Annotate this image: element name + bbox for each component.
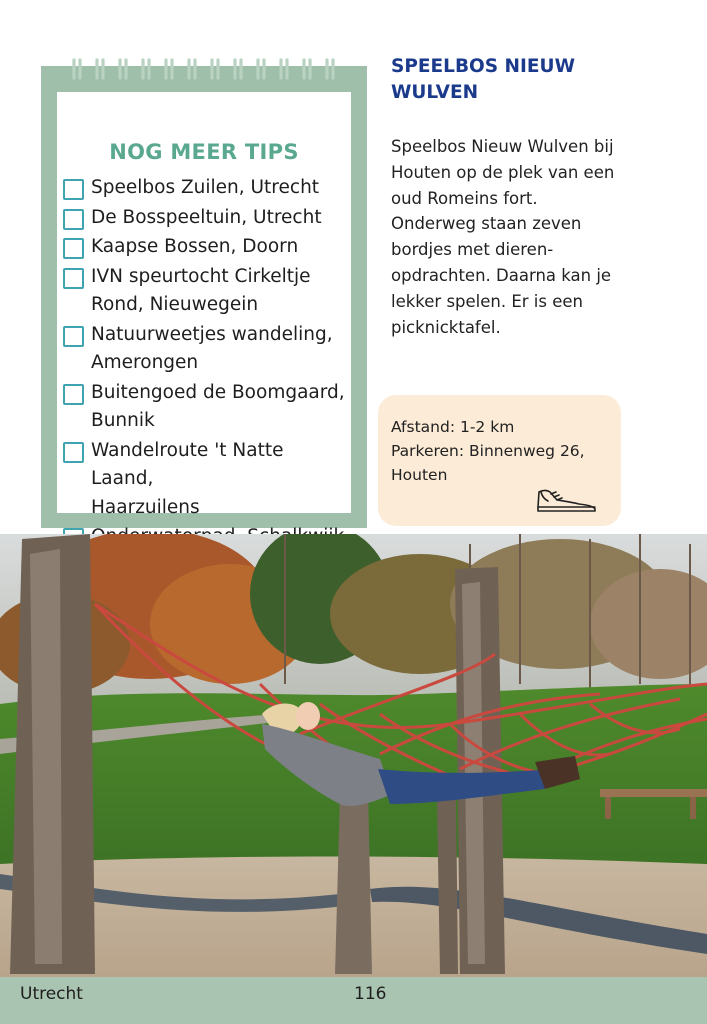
article-heading-line: WULVEN — [391, 82, 479, 103]
info-box — [378, 395, 621, 526]
checkbox-icon[interactable] — [63, 326, 84, 347]
playground-photo — [0, 534, 707, 977]
tips-title: NOG MEER TIPS — [109, 140, 299, 164]
tips-list — [61, 174, 351, 553]
spiral-binding-icon — [41, 54, 367, 98]
tip-item — [61, 321, 351, 378]
parking-text: Parkeren: Binnenweg 26, — [391, 442, 585, 460]
checkbox-icon[interactable] — [63, 238, 84, 259]
checkbox-icon[interactable] — [63, 384, 84, 405]
article-body-line: picknicktafel. — [391, 317, 501, 337]
article-body-line: opdrachten. Daarna kan je — [391, 265, 612, 285]
checkbox-icon[interactable] — [63, 268, 84, 289]
article-body-line: Speelbos Nieuw Wulven bij — [391, 137, 614, 156]
article-body-line: Houten op de plek van een — [391, 162, 615, 182]
parking-text-continued: Houten — [391, 466, 448, 484]
tip-item — [61, 204, 351, 233]
hammock-scene-image — [0, 534, 707, 977]
info-text — [391, 415, 616, 487]
tip-text-continued: Rond, Nieuwegein — [91, 294, 259, 315]
page-footer — [0, 977, 707, 1024]
tip-text: IVN speurtocht Cirkeltje — [91, 265, 311, 287]
tips-notebook — [41, 66, 367, 528]
checkbox-icon[interactable] — [63, 179, 84, 200]
article-heading — [391, 54, 641, 106]
tip-item — [61, 263, 351, 320]
tip-text: Kaapse Bossen, Doorn — [91, 236, 299, 257]
tip-text: Buitengoed de Boomgaard, — [91, 381, 345, 403]
tip-text: Speelbos Zuilen, Utrecht — [91, 177, 320, 198]
tip-item — [61, 437, 351, 523]
footer-region: Utrecht — [20, 984, 83, 1004]
article-body-line: oud Romeins fort. — [391, 188, 538, 208]
article-body — [391, 134, 631, 340]
tip-item — [61, 174, 351, 203]
article-body-line: Onderweg staan zeven — [391, 214, 582, 234]
page-number: 116 — [354, 984, 387, 1004]
tip-item — [61, 233, 351, 262]
tip-text: Natuurweetjes wandeling, — [91, 323, 333, 345]
tip-text-continued: Amerongen — [91, 352, 199, 373]
distance-text: Afstand: 1-2 km — [391, 418, 515, 436]
tip-text-continued: Haarzuilens — [91, 496, 200, 518]
tip-item — [61, 379, 351, 436]
article-body-line: lekker spelen. Er is een — [391, 291, 583, 311]
checkbox-icon[interactable] — [63, 442, 84, 463]
article-body-line: bordjes met dieren- — [391, 240, 554, 260]
tip-text: Wandelroute 't Natte Laand, — [91, 439, 284, 489]
tip-text-continued: Bunnik — [91, 410, 155, 431]
shoe-icon — [535, 483, 599, 515]
article-heading-line: SPEELBOS NIEUW — [391, 56, 575, 77]
tip-text: De Bosspeeltuin, Utrecht — [91, 206, 322, 228]
tips-notebook-page — [57, 92, 351, 518]
checkbox-icon[interactable] — [63, 209, 84, 230]
